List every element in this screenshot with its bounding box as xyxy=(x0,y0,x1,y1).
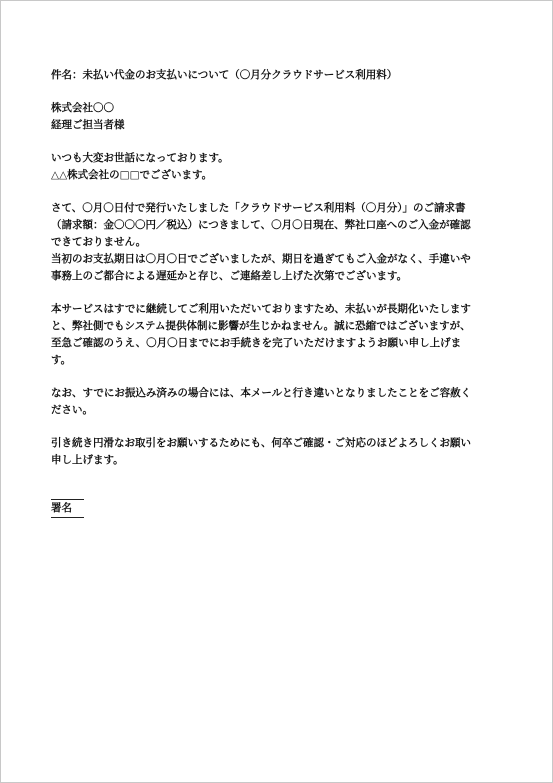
spacer xyxy=(51,285,501,301)
paragraph-line: （請求額：金〇〇〇円／税込）につきまして、〇月〇日現在、弊社口座へのご入金が確認 xyxy=(51,219,471,231)
email-body xyxy=(51,67,501,518)
recipient-person: 経理ご担当者様 xyxy=(51,119,125,131)
paragraph-line: なお、すでにお振込み済みの場合には、本メールと行き違いとなりましたことをご容赦く xyxy=(51,387,472,399)
email-subject: 件名：未払い代金のお支払いについて（〇月分クラウドサービス利用料） xyxy=(51,69,398,81)
paragraph-line: 引き続き円滑なお取引をお願いするためにも、何卒ご確認・ご対応のほどよろしくお願い xyxy=(51,437,471,449)
paragraph-line: ださい。 xyxy=(51,404,93,416)
recipient-company: 株式会社〇〇 xyxy=(51,102,114,114)
paragraph-line: 至急ご確認のうえ、〇月〇日までにお手続きを完了いただけますようお願い申し上げま xyxy=(51,337,462,349)
spacer xyxy=(51,419,501,435)
paragraph-line: と、弊社側でもシステム提供体制に影響が生じかねません。誠に恐縮ではございますが、 xyxy=(51,320,471,332)
paragraph-line: さて、〇月〇日付で発行いたしました「クラウドサービス利用料（〇月分）」のご請求書 xyxy=(51,202,466,214)
paragraph-closing xyxy=(51,435,501,469)
paragraph-line: 当初のお支払期日は〇月〇日でございましたが、期日を過ぎてもご入金がなく、手違いや xyxy=(51,253,471,265)
signature-block xyxy=(51,483,501,518)
greeting-line: △△株式会社の□□でございます。 xyxy=(51,169,213,181)
paragraph-line: できておりません。 xyxy=(51,236,147,248)
paragraph-invoice xyxy=(51,200,501,285)
greeting-line: いつも大変お世話になっております。 xyxy=(51,152,229,164)
signature-divider-bottom xyxy=(51,517,84,518)
paragraph-apology xyxy=(51,385,501,419)
paragraph-request xyxy=(51,301,501,369)
paragraph-line: す。 xyxy=(51,354,72,366)
paragraph-line: 事務上のご都合による遅延かと存じ、ご連絡差し上げた次第でございます。 xyxy=(51,270,408,282)
spacer xyxy=(51,184,501,200)
paragraph-line: 申し上げます。 xyxy=(51,454,124,466)
spacer xyxy=(51,84,501,100)
spacer xyxy=(51,369,501,385)
spacer xyxy=(51,134,501,150)
signature-label: 署名 xyxy=(51,502,72,514)
paragraph-line: 本サービスはすでに継続してご利用いただいておりますため、未払いが長期化いたします xyxy=(51,303,471,315)
spacer xyxy=(51,483,501,499)
